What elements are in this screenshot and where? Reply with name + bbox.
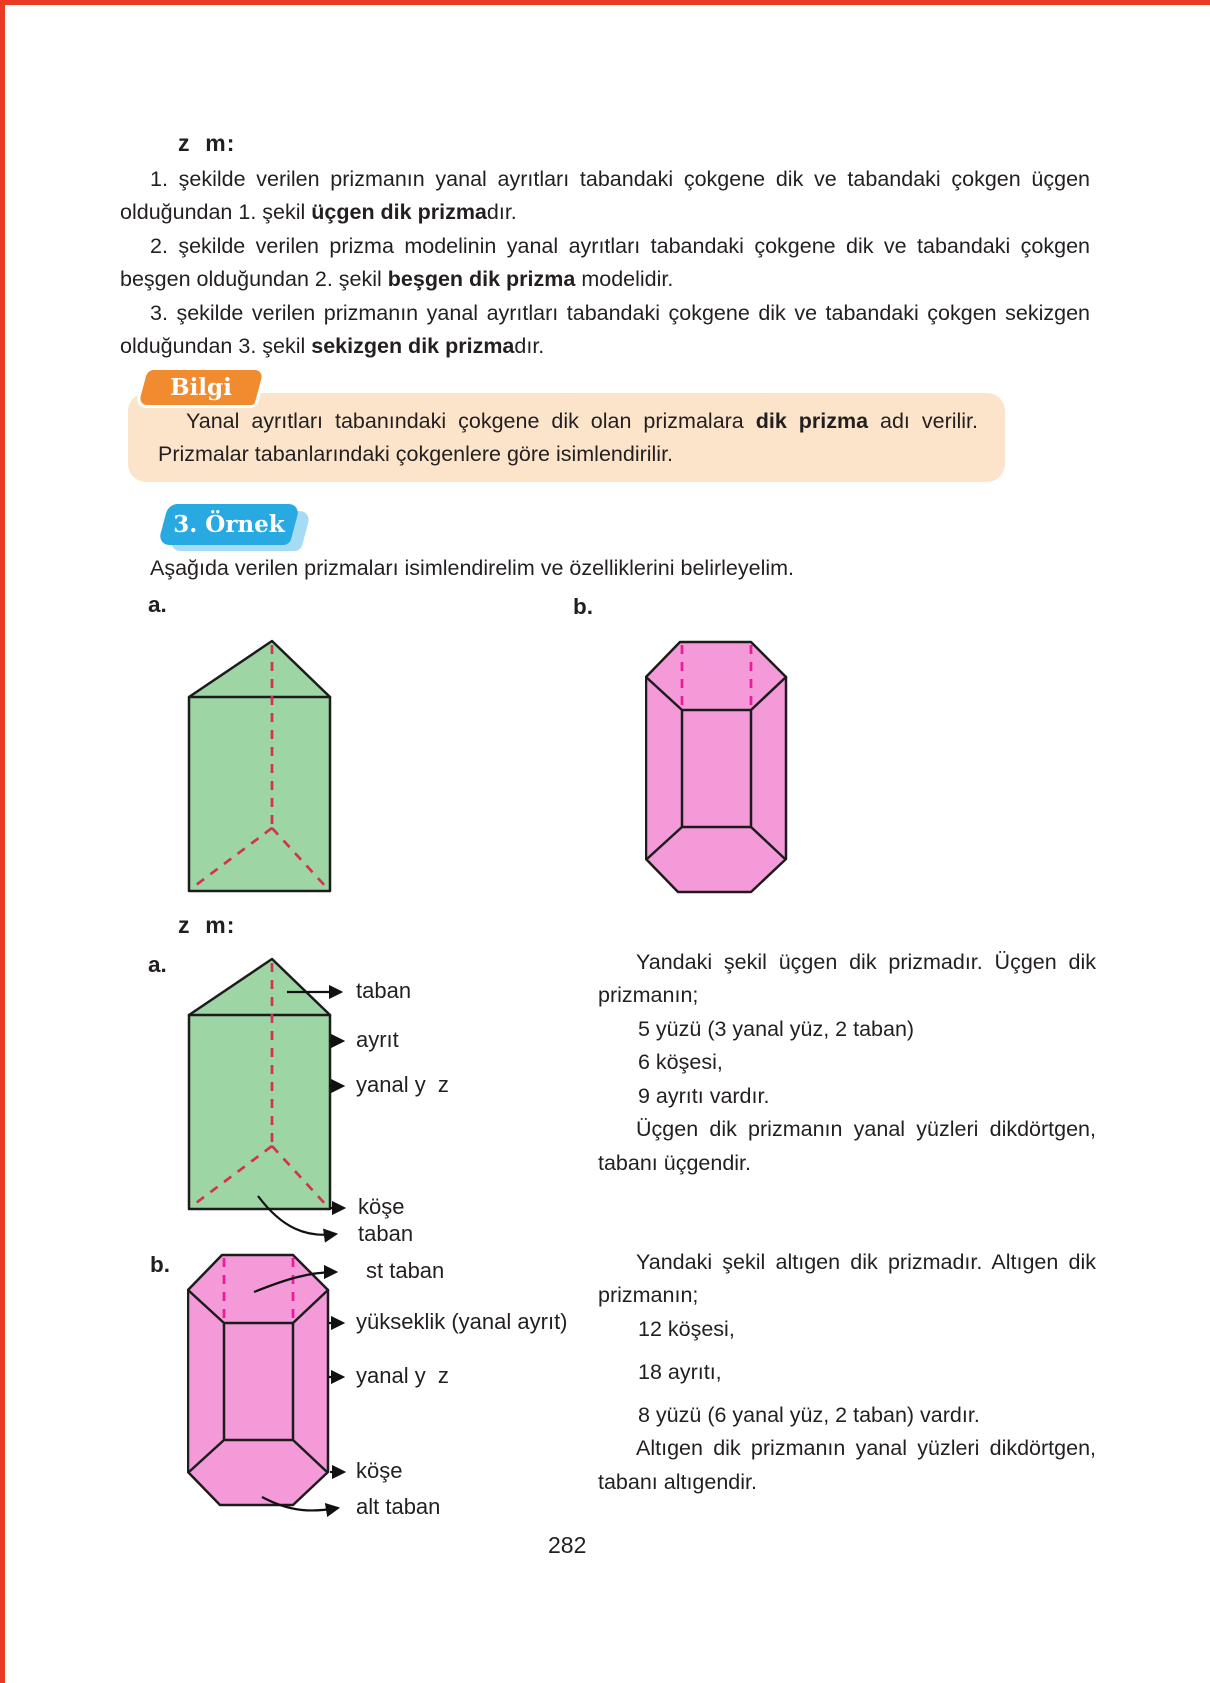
page-number: 282	[548, 1532, 587, 1558]
solution-a-triangular-prism	[187, 956, 332, 1212]
annotation-taban-top: taban	[356, 978, 412, 1003]
solution-heading-1: z m:	[178, 130, 236, 156]
info-text-post: adı verilir. Prizmalar tabanlarındaki çokgenlere göre isimlendirilir.	[158, 409, 979, 467]
annotation-alt-taban: alt taban	[356, 1494, 441, 1519]
annotation-kose-b: köşe	[356, 1458, 403, 1483]
info-text-bold: dik prizma	[755, 409, 869, 433]
triangular-prism-body	[189, 641, 330, 891]
paragraph-1-suffix: dır.	[486, 200, 517, 225]
triangular-prism-body	[189, 959, 330, 1209]
solution-b-hexagonal-prism	[187, 1253, 330, 1507]
example-tab-label: 3. Örnek	[173, 511, 285, 538]
annotation-ust-taban: st taban	[366, 1258, 445, 1283]
info-tab	[135, 367, 268, 408]
fact-line: 9 ayrıtı vardır.	[638, 1083, 770, 1108]
fact-line: 18 ayrıtı,	[638, 1359, 722, 1384]
page-border-left	[0, 0, 5, 1683]
figure-a-label: a.	[148, 592, 167, 617]
paragraph-2	[120, 230, 1090, 297]
paragraph-1	[120, 163, 1090, 230]
info-box-text	[158, 405, 978, 472]
figure-a-triangular-prism	[187, 638, 332, 894]
solution-b-intro: Yandaki şekil altıgen dik prizmadır. Altıgen dik prizmanın;	[598, 1250, 1096, 1308]
solution-b-explanation	[598, 1246, 1096, 1499]
paragraph-3-bold: sekizgen dik prizma	[311, 334, 515, 359]
example-intro: Aşağıda verilen prizmaları isimlendirelim ve özelliklerini belirleyelim.	[150, 556, 795, 580]
fact-line: 8 yüzü (6 yanal yüz, 2 taban) vardır.	[638, 1402, 980, 1427]
paragraph-3-text: 3. şekilde verilen prizmanın yanal ayrıtları tabandaki çokgene dik ve tabandaki çokgen sekizgen olduğundan 3. şekil	[120, 300, 1090, 359]
solution-a-conclusion: Üçgen dik prizmanın yanal yüzleri dikdörtgen, tabanı üçgendir.	[598, 1117, 1096, 1175]
paragraph-3-suffix: dır.	[514, 334, 545, 359]
example-tab	[158, 504, 301, 545]
solution-b-conclusion: Altıgen dik prizmanın yanal yüzleri dikdörtgen, tabanı altıgendir.	[598, 1436, 1096, 1494]
annotation-yukseklik: yükseklik (yanal ayrıt)	[356, 1309, 568, 1334]
annotation-yanal-yuz-b: yanal y z	[356, 1363, 449, 1388]
solution-a-explanation	[598, 946, 1096, 1180]
page-border-top	[0, 0, 1210, 5]
paragraph-3	[120, 297, 1090, 364]
paragraph-2-text: 2. şekilde verilen prizma modelinin yanal ayrıtları tabandaki çokgene dik ve tabandaki çokgen beşgen olduğundan 2. şekil	[120, 233, 1090, 292]
solution-heading-2: z m:	[178, 912, 236, 938]
figure-b-label: b.	[573, 594, 593, 619]
annotation-yanal-yuz-a: yanal y z	[356, 1072, 449, 1097]
fact-line: 5 yüzü (3 yanal yüz, 2 taban)	[638, 1016, 915, 1041]
annotation-taban-bottom: taban	[358, 1221, 414, 1246]
solution-a-intro: Yandaki şekil üçgen dik prizmadır. Üçgen dik prizmanın;	[598, 950, 1096, 1008]
hexagonal-prism-body	[646, 642, 786, 892]
fact-line: 12 köşesi,	[638, 1316, 735, 1341]
info-tab-label: Bilgi	[170, 374, 232, 401]
solution-1-paragraphs	[120, 163, 1090, 363]
solution-a-label: a.	[148, 952, 167, 977]
annotation-kose-a: köşe	[358, 1194, 405, 1219]
fact-line: 6 köşesi,	[638, 1050, 723, 1075]
paragraph-1-bold: üçgen dik prizma	[311, 200, 487, 225]
paragraph-1-text: 1. şekilde verilen prizmanın yanal ayrıtları tabandaki çokgene dik ve tabandaki çokgen üçgen olduğundan 1. şekil	[120, 167, 1090, 225]
annotation-ayrit: ayrıt	[356, 1027, 399, 1052]
hexagonal-prism-body	[188, 1255, 328, 1505]
paragraph-2-bold: beşgen dik prizma	[387, 267, 576, 292]
info-box	[128, 393, 1005, 482]
info-text-pre: Yanal ayrıtları tabanındaki çokgene dik olan prizmalara	[186, 409, 756, 433]
solution-b-label: b.	[150, 1252, 170, 1277]
figure-b-hexagonal-prism	[645, 640, 788, 894]
paragraph-2-suffix: modelidir.	[575, 267, 674, 292]
